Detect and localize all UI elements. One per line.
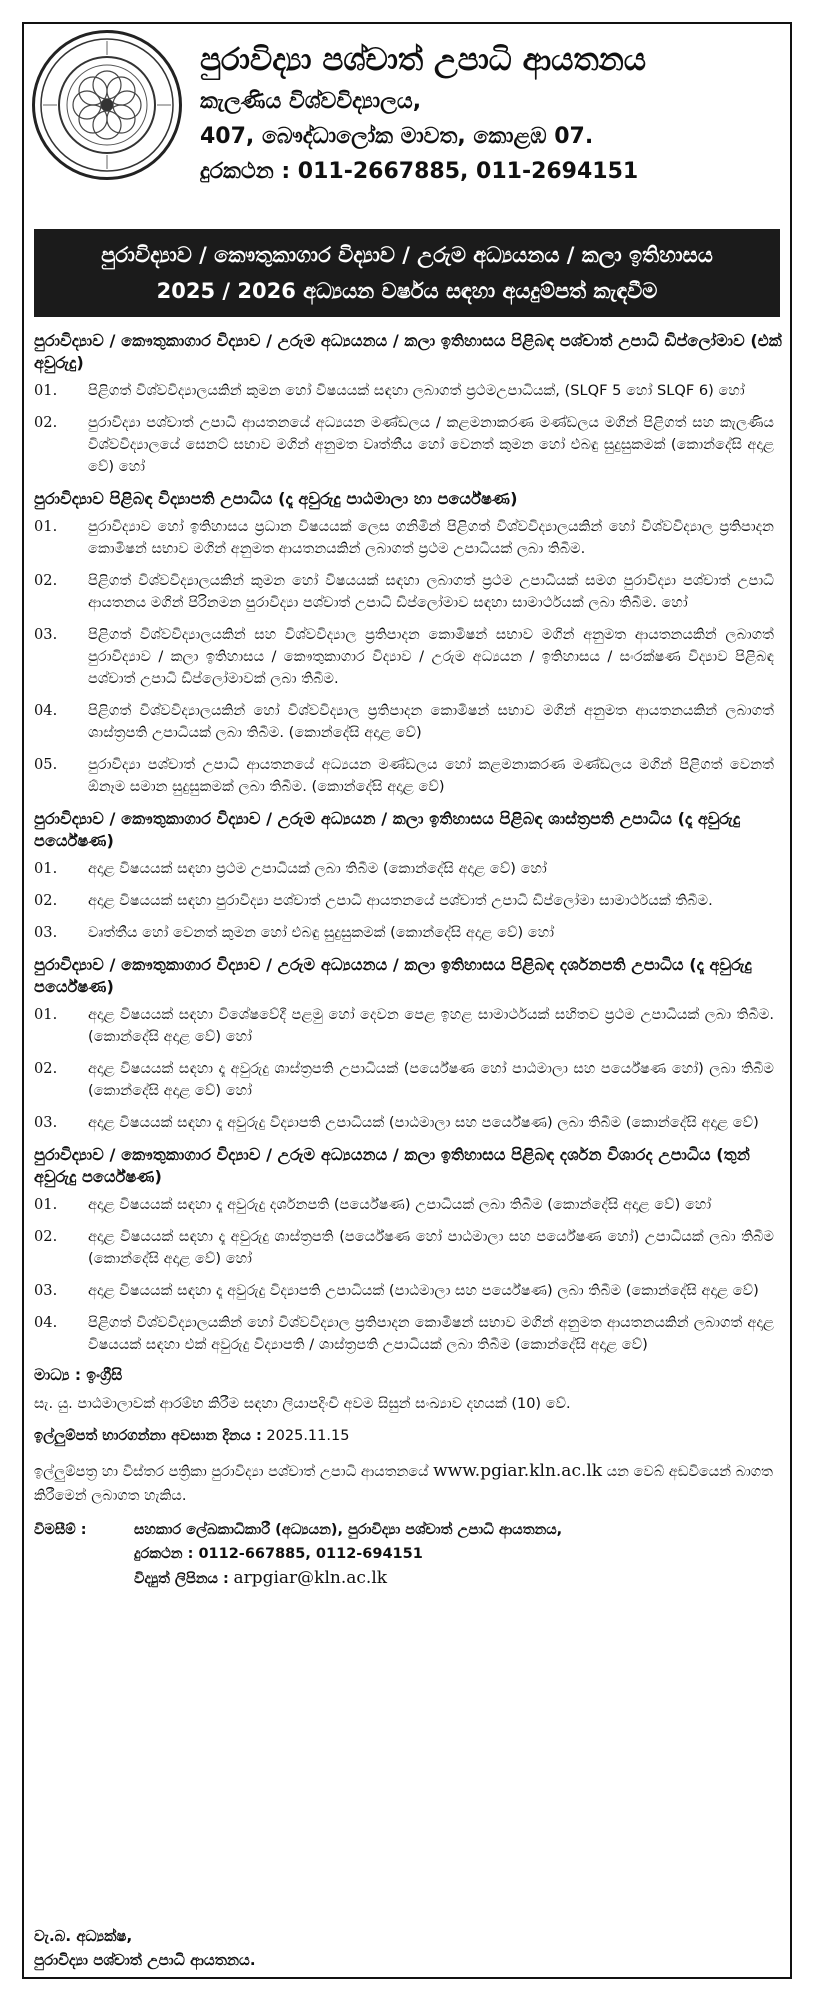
item-text: පුරාවිද්‍යා පශ්චාත් උපාධි ආයතනයේ අධ්‍යයන මණ්ඩලය හෝ කළමනාකරණ මණ්ඩලය මගින් පිළිගත් වෙනත් ඕනෑම සමාන සුදුසුකමක් ලබා තිබීම. (කොන්දේසි අදාළ වේ) bbox=[88, 756, 774, 795]
email-label: විද්‍යුත් ලිපිනය : bbox=[134, 1571, 229, 1587]
title-banner bbox=[34, 229, 780, 317]
minimum-students-note: සැ. යු. පාඨමාලාවක් ආරම්භ කිරීම සඳහා ලියාපදිංචි අවම සිසුන් සංඛ්‍යාව දහයක් (10) වේ. bbox=[34, 1396, 571, 1412]
list-item bbox=[34, 1194, 782, 1216]
university-seal-logo bbox=[32, 30, 182, 180]
list-item bbox=[34, 1004, 782, 1048]
list-item bbox=[34, 890, 782, 912]
item-number: 01. bbox=[34, 1196, 58, 1213]
item-text: පිළිගත් විශ්වවිද්‍යාලයකින් කුමන හෝ විෂයයක් සඳහා ලබාගත් ප්‍රථම උපාධියක් සමග පුරාවිද්‍යා පශ්චාත් උපාධි ආයතනය මගින් පිරිනමන පුරාවිද්‍යා පශ්චාත් උපාධි ඩිප්ලෝමාව සඳහා සාමාර්ථයක් ලබා තිබීම. හෝ bbox=[88, 572, 774, 611]
list-item bbox=[34, 624, 782, 690]
item-number: 01. bbox=[34, 382, 58, 399]
closing-date bbox=[34, 1425, 782, 1447]
item-text: අදාළ විෂයයක් සඳහා දෑ අවුරුදු විද්‍යාපති උපාධියක් (පාඨමාලා සහ පර්යේෂණ) ලබා තිබීම (කොන්දේසි අදාළ වේ) bbox=[88, 1114, 759, 1131]
item-text: පිළිගත් විශ්වවිද්‍යාලයකින් හෝ විශ්වවිද්‍යාල ප්‍රතිපාදන කොමිෂන් සභාව මගින් අනුමත ආයතනයකින් ලබාගත් ශාස්ත්‍රපති උපාධියක් ලබා තිබීම. (කොන්දේසි අදාළ වේ) bbox=[88, 702, 774, 741]
item-number: 01. bbox=[34, 1006, 58, 1023]
item-number: 02. bbox=[34, 1228, 58, 1245]
main-content bbox=[34, 324, 782, 1591]
contact-phone: දුරකථන : 0112-667885, 0112-694151 bbox=[134, 1546, 423, 1562]
list-item bbox=[34, 1058, 782, 1102]
banner-line-2: 2025 / 2026 අධ්‍යයන වර්ෂය සඳහා අයදුම්පත් කැඳවීම bbox=[156, 279, 658, 303]
banner-line-1: පුරාවිද්‍යාව / කෞතුකාගාර විද්‍යාව / උරුම අධ්‍යයනය / කලා ඉතිහාසය bbox=[101, 243, 713, 267]
download-info-pre: ඉල්ලුම්පත්‍ර හා විස්තර පත්‍රිකා පුරාවිද්‍යා පශ්චාත් උපාධි ආයතනයේ bbox=[34, 1464, 429, 1480]
list-item bbox=[34, 922, 782, 944]
item-text: අදාළ විෂයයක් සඳහා දෑ අවුරුදු විද්‍යාපති උපාධියක් (පාඨමාලා සහ පර්යේෂණ) ලබා තිබීම (කොන්දේසි අදාළ වේ) bbox=[88, 1282, 759, 1299]
section-mphil bbox=[34, 954, 782, 1134]
item-text: පිළිගත් විශ්වවිද්‍යාලයකින් හෝ විශ්වවිද්‍යාල ප්‍රතිපාදන කොමිෂන් සභාව මගින් අනුමත ආයතනයකින් ලබාගත් අදාළ විෂයයක් සඳහා එක් අවුරුදු විද්‍යාපති / ශාස්ත්‍රපති උපාධියක් ලබා තිබීම (කොන්දේසි අදාළ වේ) bbox=[88, 1314, 774, 1353]
address: 407, බෞද්ධාලෝක මාවත, කොළඹ 07. bbox=[200, 124, 594, 149]
section-phd bbox=[34, 1144, 782, 1356]
signature-block bbox=[34, 1924, 256, 1972]
item-text: අදාළ විෂයයක් සඳහා දෑ අවුරුදු ශාස්ත්‍රපති උපාධියක් (පර්යේෂණ හෝ පාඨමාලා සහ පර්යේෂණ හෝ) ලබා තිබීම (කොන්දේසි අදාළ වේ) හෝ bbox=[88, 1060, 774, 1099]
inquiries-label: විමසීම් : bbox=[34, 1522, 87, 1538]
item-text: වෘත්තීය හෝ වෙනත් කුමන හෝ එබඳු සුදුසුකමක් (කොන්දේසි අදාළ වේ) හෝ bbox=[88, 924, 555, 941]
item-number: 04. bbox=[34, 1314, 58, 1331]
list-item bbox=[34, 412, 782, 478]
inquiries-block bbox=[34, 1518, 782, 1591]
item-number: 04. bbox=[34, 702, 58, 719]
advertisement-page bbox=[22, 22, 792, 1979]
section-title: පුරාවිද්‍යාව / කෞතුකාගාර විද්‍යාව / උරුම අධ්‍යයනය / කලා ඉතිහාසය පිළිබඳ පශ්චාත් උපාධි ඩිප්ලෝමාව (එක් අවුරුදු) bbox=[34, 331, 782, 372]
item-text: අදාළ විෂයයක් සඳහා දෑ අවුරුදු දර්ශනපති (පර්යේෂණ) උපාධියක් ලබා තිබීම (කොන්දේසි අදාළ වේ) හෝ bbox=[88, 1196, 712, 1213]
closing-date-value: 2025.11.15 bbox=[266, 1428, 350, 1444]
item-text: පිළිගත් විශ්වවිද්‍යාලයකින් කුමන හෝ විෂයයක් සඳහා ලබාගත් ප්‍රථමඋපාධියක්, (SLQF 5 හෝ SLQF 6) හෝ bbox=[88, 382, 745, 399]
list-item bbox=[34, 570, 782, 614]
item-text: පිළිගත් විශ්වවිද්‍යාලයකින් සහ විශ්වවිද්‍යාල ප්‍රතිපාදන කොමිෂන් සභාව මගින් අනුමත ආයතනයකින් ලබාගත් පුරාවිද්‍යාව / කලා ඉතිහාසය / කෞතුකාගාර විද්‍යාව / උරුම අධ්‍යයන / ඉතිහාසය / සංරක්ෂණ විද්‍යාව පිළිබඳ පශ්චාත් උපාධි ඩිප්ලෝමාවක් ලබා තිබීම. bbox=[88, 626, 774, 687]
item-number: 05. bbox=[34, 756, 58, 773]
list-item bbox=[34, 1312, 782, 1356]
list-item bbox=[34, 858, 782, 880]
item-number: 03. bbox=[34, 1282, 58, 1299]
list-item bbox=[34, 516, 782, 560]
item-number: 03. bbox=[34, 1114, 58, 1131]
item-number: 02. bbox=[34, 414, 58, 431]
item-text: අදාළ විෂයයක් සඳහා දෑ අවුරුදු ශාස්ත්‍රපති (පර්යේෂණ හෝ පාඨමාලා සහ පර්යේෂණ හෝ) උපාධියක් ලබා තිබීම (කොන්දේසි අදාළ වේ) හෝ bbox=[88, 1228, 774, 1267]
closing-date-label: ඉල්ලුම්පත් භාරගන්නා අවසාන දිනය : bbox=[34, 1428, 262, 1444]
website-link[interactable]: www.pgiar.kln.ac.lk bbox=[433, 1461, 603, 1481]
list-item bbox=[34, 380, 782, 402]
item-number: 01. bbox=[34, 518, 58, 535]
medium-of-instruction: මාධ්‍ය : ඉංග්‍රීසි bbox=[34, 1366, 123, 1384]
item-text: අදාළ විෂයයක් සඳහා ප්‍රථම උපාධියක් ලබා තිබීම (කොන්දේසි අදාළ වේ) හෝ bbox=[88, 860, 547, 877]
section-diploma bbox=[34, 330, 782, 478]
inquiries-details bbox=[134, 1518, 562, 1591]
list-item bbox=[34, 700, 782, 744]
signature-line-2: පුරාවිද්‍යා පශ්චාත් උපාධි ආයතනය. bbox=[34, 1951, 256, 1969]
list-item bbox=[34, 1280, 782, 1302]
list-item bbox=[34, 754, 782, 798]
section-title: පුරාවිද්‍යාව / කෞතුකාගාර විද්‍යාව / උරුම අධ්‍යයනය / කලා ඉතිහාසය පිළිබඳ දර්ශන විශාරද උපාධිය (තුන් අවුරුදු පර්යේෂණ) bbox=[34, 1145, 750, 1186]
list-item bbox=[34, 1112, 782, 1134]
section-title: පුරාවිද්‍යාව / කෞතුකාගාර විද්‍යාව / උරුම අධ්‍යයන / කලා ඉතිහාසය පිළිබඳ ශාස්ත්‍රපති උපාධිය (දෑ අවුරුදු පර්යේෂණ) bbox=[34, 809, 741, 850]
header-block bbox=[200, 34, 780, 194]
item-number: 03. bbox=[34, 924, 58, 941]
item-text: පුරාවිද්‍යාව හෝ ඉතිහාසය ප්‍රධාන විෂයයක් ලෙස ගනිමින් පිළිගත් විශ්වවිද්‍යාලයකින් හෝ විශ්වවිද්‍යාල ප්‍රතිපාදන කොමිෂන් සභාව මගින් අනුමත ආයතනයකින් ලබාගත් ප්‍රථම උපාධියක් ලබා තිබීම. bbox=[88, 518, 774, 557]
item-number: 03. bbox=[34, 626, 58, 643]
item-text: අදාළ විෂයයක් සඳහා පුරාවිද්‍යා පශ්චාත් උපාධි ආයතනයේ පශ්චාත් උපාධි ඩිප්ලෝමා සාමාර්ථයක් තිබීම. bbox=[88, 892, 713, 909]
section-title: පුරාවිද්‍යාව පිළිබඳ විද්‍යාපති උපාධිය (දෑ අවුරුදු පාඨමාලා හා පර්යේෂණ) bbox=[34, 489, 518, 508]
item-text: පුරාවිද්‍යා පශ්චාත් උපාධි ආයතනයේ අධ්‍යයන මණ්ඩලය / කළමනාකරණ මණ්ඩලය මගින් පිළිගත් සහ කැලණිය විශ්වවිද්‍යාලයේ සෙනට් සභාව මගින් අනුමත වෘත්තීය හෝ වෙනත් කුමන හෝ එබඳු සුදුසුකමක් (කොන්දේසි අදාළ වේ) හෝ bbox=[88, 414, 774, 475]
item-number: 02. bbox=[34, 572, 58, 589]
section-title: පුරාවිද්‍යාව / කෞතුකාගාර විද්‍යාව / උරුම අධ්‍යයනය / කලා ඉතිහාසය පිළිබඳ දර්ශනපති උපාධිය (දෑ අවුරුදු පර්යේෂණ) bbox=[34, 955, 752, 996]
section-ma bbox=[34, 808, 782, 944]
item-number: 01. bbox=[34, 860, 58, 877]
item-number: 02. bbox=[34, 1060, 58, 1077]
section-msc bbox=[34, 488, 782, 798]
item-number: 02. bbox=[34, 892, 58, 909]
contact-person: සහකාර ලේඛකාධිකාරී (අධ්‍යයන), පුරාවිද්‍යා පශ්චාත් උපාධි ආයතනය, bbox=[134, 1522, 563, 1538]
download-info bbox=[34, 1459, 782, 1508]
university-name: කැලණිය විශ්වවිද්‍යාලය, bbox=[200, 89, 422, 114]
institute-name: පුරාවිද්‍යා පශ්චාත් උපාධි ආයතනය bbox=[200, 42, 647, 78]
download-info-post: යන වෙබ් අඩවියෙන් බාගත කිරීමෙන් ලබාගත හැකිය. bbox=[34, 1464, 773, 1504]
item-text: අදාළ විෂයයක් සඳහා විශේෂවේදී පළමු හෝ දෙවන පෙළ ඉහළ සාමාර්ථයක් සහිතව ප්‍රථම උපාධියක් ලබා තිබීම. (කොන්දේසි අදාළ වේ) හෝ bbox=[88, 1006, 774, 1045]
signature-line-1: වැ.බ. අධ්‍යක්ෂ, bbox=[34, 1927, 133, 1945]
email-link[interactable]: arpgiar@kln.ac.lk bbox=[233, 1568, 388, 1588]
list-item bbox=[34, 1226, 782, 1270]
phone-numbers: දුරකථන : 011-2667885, 011-2694151 bbox=[200, 159, 639, 184]
